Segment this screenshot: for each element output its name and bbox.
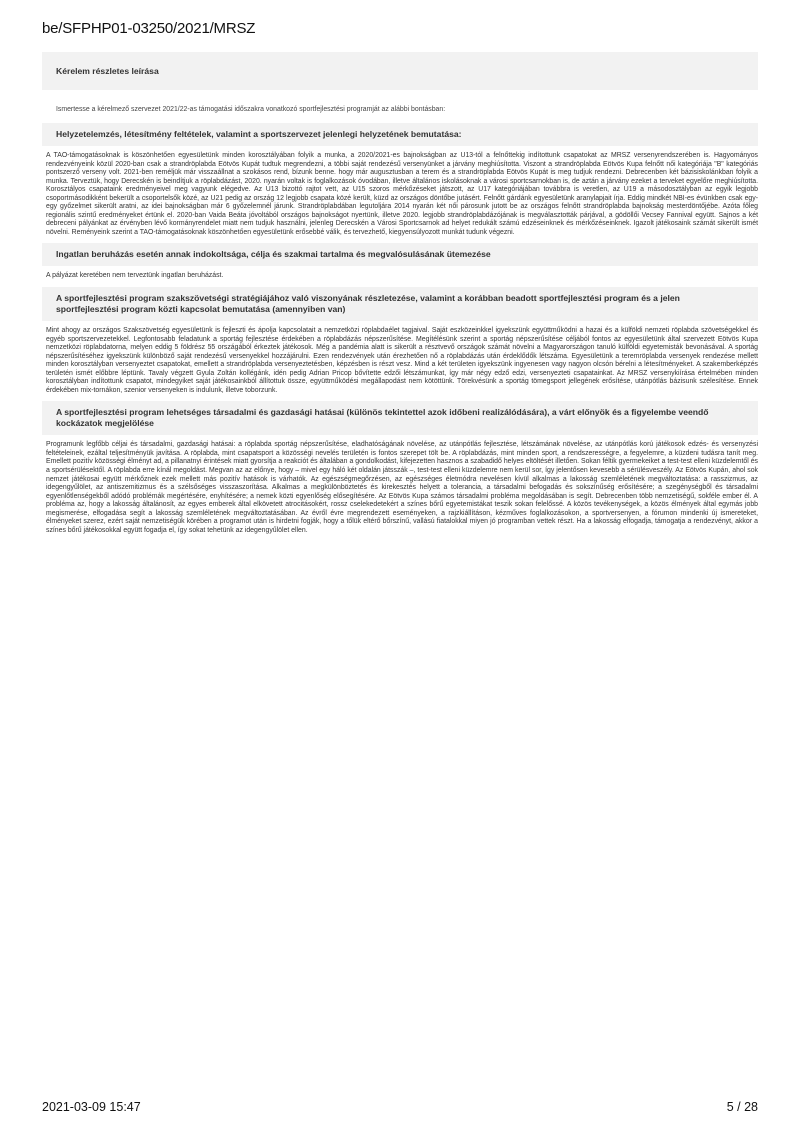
- section-body-social: Programunk legfőbb céljai és társadalmi, gazdasági hatásai: a röplabda sportág népszerűsítése, eladhatóságának növelése, az utánpótlás fejlesztése, létszámának növelése, az utánpótlás korú játékosok edzés- és versenyzési feltételeinek, ezáltal teljesítményük javítása. A röplabda, mint csapatsport a közösségi nevelés területén is fontos szerepet tölt be. A röplabdázás, mint minden sport, a rendszerességre, a fegyelemre, a küzdeni tudásra tanít meg. Emellett pozitív közösségi élményt ad, a pillanatnyi érintések miatt gyorsítja a reakciót és általában a gondolkodást, kifejezetten hasznos a szabadidő helyes eltöltését illetően. Sokan féltik gyermekeiket a test-test elleni küzdelemtől és a sportsérülésektől. A röplabda erre kínál megoldást. Megvan az az előnye, hogy – mivel egy háló két oldalán játsszák –, test-test elleni küzdelemre nem kerül sor, így jelentősen kevesebb a sérülésveszély. Az Eötvös Kupán, ahol sok nemzet játékosai együtt mérkőznek ezek mellett más pozitív hatások is várhatók. Az egészségmegőrzésen, az egészséges életmódra nevelésen kívül alkalmas a lakosság szemléletének megváltoztatása: a rasszizmus, az idegengyűlölet, az antiszemitizmus és a szélsőséges visszaszorítása. Alkalmas a megkülönböztetés és kirekesztés helyett a tolerancia, a társadalmi befogadás és sokszínűség erősítésére; a szegénységből és társadalmi egyenlőtlenségekből adódó problémák megértésére, enyhítésére; a nemek közti egyenlőség elősegítésére. Az Eötvös Kupa számos társadalmi probléma megoldásában is segít. Debrecenben több nemzetiségű, sokféle ember él. A probléma az, hogy a lakosság általánosít, az egyes emberek által elkövetett atrocitásokért, rossz cselekedetekért a színes bőrű egyetemistákat teszik sokan felelőssé. A közös tevékenységek, a közös élmények által egymás jobb megismerése, elfogadása segít a lakosság szemléletének megváltoztatásában. Az évről évre megrendezett eseményeken, a rajzkiállításon, kézműves foglalkozásokon, a sportversenyen, a fórumon mindenki új ismereteket, élményeket szerez, ezért saját nemzetiségük körében a programot után is hirdetni fogják, hogy a tőlük eltérő bőrszínű, vallású fiatalokkal miyen jó programban vettek részt. Ha a lakosság elfogadja, támogatja a rendezvényt, akkor a színes bőrű játékosokkal együtt fogadja el, így sokat tehetünk az idegengyűlölet ellen.: [46, 441, 758, 534]
- section-title-social: A sportfejlesztési program lehetséges társadalmi és gazdasági hatásai (különös tekintettel azok időbeni realizálódására), a várt előnyök és a figyelembe veendő kockázatok megjelölése: [56, 407, 709, 429]
- page-number: 5 / 28: [726, 1100, 758, 1114]
- footer-date: 2021-03-09 15:47: [42, 1100, 141, 1114]
- section-title-current-situation: Helyzetelemzés, létesítmény feltételek, valamint a sportszervezet jelenlegi helyzetének bemutatása:: [56, 129, 462, 139]
- section-header-social: [42, 401, 758, 435]
- section-title-strategy: A sportfejlesztési program szakszövetségi stratégiájához való viszonyának részletezése, valamint a korábban beadott sportfejlesztési program és a jelen sportfejlesztési program közti kapcsolat bemutatása (amennyiben van): [56, 293, 680, 315]
- intro-text: Ismertesse a kérelmező szervezet 2021/22-as támogatási időszakra vonatkozó sportfejlesztési programját az alábbi bontásban:: [56, 106, 446, 113]
- section-title-request: Kérelem részletes leírása: [56, 65, 159, 76]
- section-header-strategy: [42, 287, 758, 321]
- section-body-strategy: Mint ahogy az országos Szakszövetség egyesületünk is fejleszti és ápolja kapcsolatait a nemzetközi röplabdaélet tagjaival. Saját eszközeinkkel igyekszünk együttműködni a hazai és a külföldi nemzeti röplabda szövetségekkel és egyéb sportszervezetekkel. Legfontosabb feladatunk a sportág fejlesztése érdekében a röplabdázás népszerűsítése. Megítélésünk szerint a sportág népszerűsítése céljából fontos az egyesületünk által szervezett Eötvös Kupa nemzetközi röplabdatorna, melyen eddig 5 földrész 55 országából érkeztek játékosok. Még a pandémia alatt is sikerült a résztvevő országok számát növelni a Magyarországon tanuló külföldi egyetemisták bevonásával. A sportág népszerűsítéséhez igyekszünk különböző saját rendezésű versenyekkel hozzájárulni. Ezen rendezvények után érezhetően nő a röplabdázás után érdeklődők létszáma. Egyesületünk a teremröplabda versenyek rendezése mellett minden korosztályban versenyeztet csapatokat, emellett a strandröplabda versenyeztetésben, képzésben is részt vesz. Mind a két területen igyekszünk ingyenesen vagy nagyon olcsón bérelni a létesítményeket. A szakemberképzés területén ismét előbbre léptünk. Tavaly végzett Gyula Zoltán kollégánk, idén pedig Adrian Pricop bővítette edzői létszámunkat, így már négy edző edzi, versenyezteti csapatainkat. Az MRSZ versenykiírása értelmében minden korosztályban indítottunk csapatot, mindegyiket saját játékosainkból állítottuk össze, együttműködési megállapodást nem kötöttünk. Törekvésünk a sportág tömegsport jellegének erősítése, utánpótlás bázisunk szélesítése. Ennek érdekében mix-tornákon, szenior versenyeken is indulunk, illetve toborzunk.: [46, 327, 758, 394]
- section-body-real-estate: A pályázat keretében nem terveztünk ingatlan beruházást.: [46, 272, 224, 280]
- section-header-real-estate: [42, 243, 758, 266]
- section-title-real-estate: Ingatlan beruházás esetén annak indokoltsága, célja és szakmai tartalma és megvalósulásának ütemezése: [56, 249, 491, 260]
- section-header-request: [42, 52, 758, 90]
- section-body-current-situation: A TAO-támogatásoknak is köszönhetően egyesületünk minden korosztályában folyik a munka, a 2020/2021-es bajnokságban az U13-tól a felnőttekig indítottunk csapatokat az MRSZ versenyrendszerében is. Hagyományos rendezvényeink közül 2020-ban csak a strandröplabda Eötvös Kupát tudtuk megrendezni, a többi saját rendezésű versenyünket a járvány meghiúsította. Viszont a strandröplabda Eötvös Kupa felnőtt női kategóriája "B" kategóriás pontszerző verseny volt. 2021-ben reméljük már visszaállnat a szokásos rend, bízunk benne. hogy már augusztusban a terem és a strandröplabda Eötvös Kupát is meg tudjuk rendezni. Debrecenben két bázisiskolánkban folyik a munka. Terveztük, hogy Derecskén is beindítjuk a röplabdázást, 2020. nyarán voltak is foglalkozások óvodában, illetve általános iskolásoknak a városi sportcsarnokban is, de aztán a járvány ezeket a terveket egyelőre meghiúsította. Korosztályos csapataink eredményeivel meg vagyunk elégedve. Az U13 bizottó rajtot vett, az U15 szoros mérkőzéseket játszott, az U17 kategóriájában továbbra is veretlen, az U19 a másodosztályban az egyik legjobb csoportmásodikként bekerült a csoportelsők közé, az U21 pedig az ország 12 legjobb csapata közé került, küzd az országos döntőbe jutásért. Felnőtt gárdánk egyesületünk aranylapjait írja. Eddig mindkét NBI-es évünkben csak egy-egy győzelmet sikerült aratni, az idei bajnokságban már 6 győzelemnél járunk. Strandröplabdában legutoljára 2014 nyarán két női párosunk jutott be az országos felnőtt strandröplabda bajnokság mesterdöntőjébe. Azóta főleg regionális szintű eredményeket értünk el. 2020-ban Vaida Beáta jóvoltából országos bajnokságot nyertünk, illetve 2020. legjobb strandröplabdázójának is megválasztották párjával, a gödöllői Vecsey Fannival együtt. Sajnos a két debreceni pályánkat az érvényben lévő kormányrendelet miatt nem tudjuk használni, jelenleg Derecskén a Városi Sportcsarnok ad helyet redukált számú edzéseinknek és mérkőzéseinknek. Igazolt játékosaink számát sikerült ismét növelni. Reményeink szerint a TAO-támogatásoknak köszönhetően egyesületünk erősebbé válik, és tervezhető, kiegyensúlyozott munkát tudunk végezni.: [46, 152, 758, 236]
- main-content: [42, 52, 758, 541]
- document-id: be/SFPHP01-03250/2021/MRSZ: [42, 20, 256, 37]
- section-header-current-situation: [42, 123, 758, 146]
